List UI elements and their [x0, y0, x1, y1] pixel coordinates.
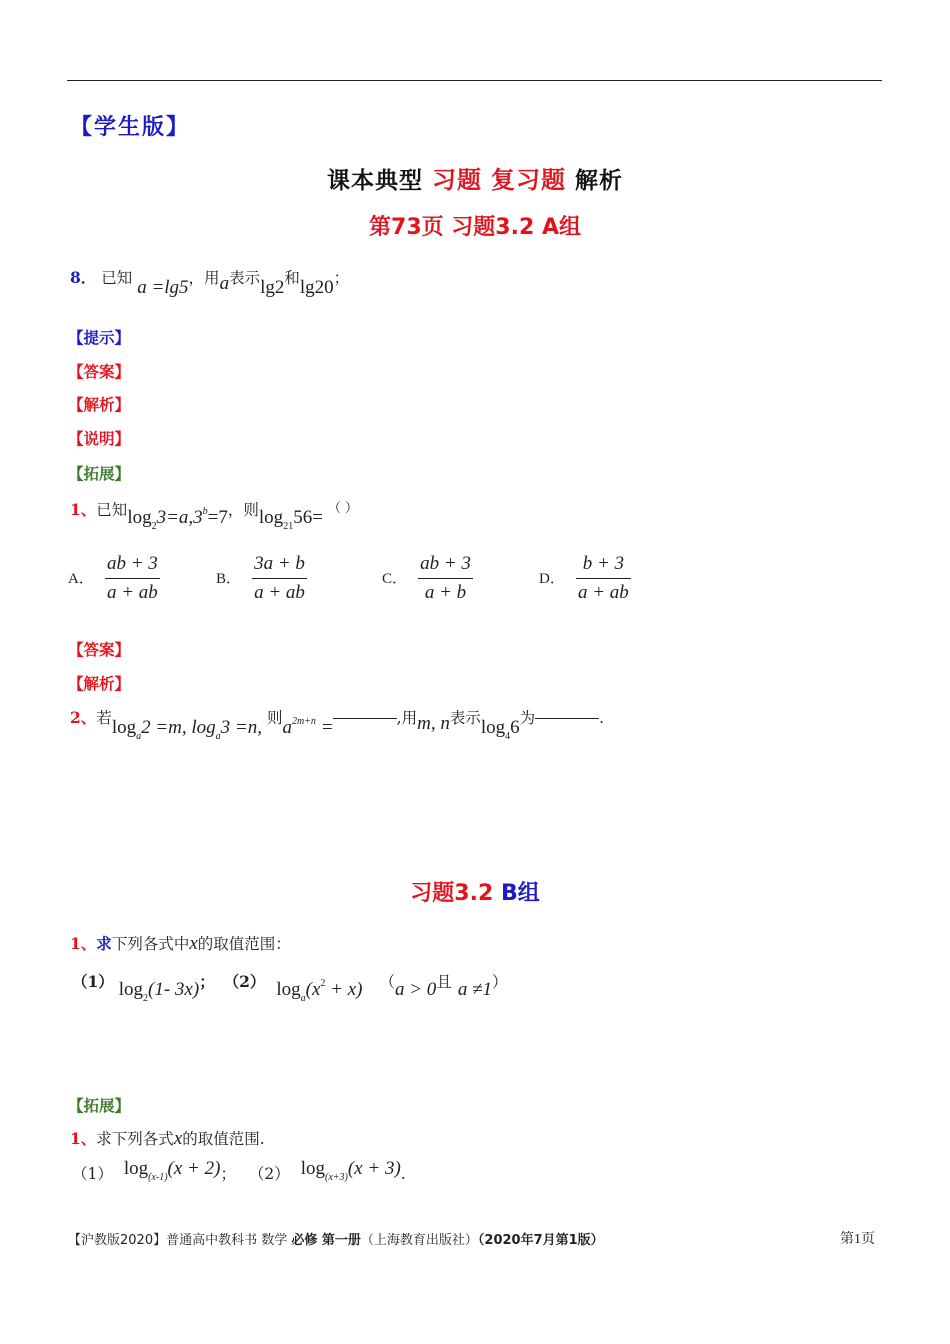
option-b[interactable]	[216, 553, 307, 604]
math-var: x	[189, 933, 198, 954]
question-text: 表示	[449, 709, 481, 727]
section-b-title	[0, 876, 950, 907]
title-part1: 课本典型	[326, 167, 423, 194]
math-cond: a ≠1	[457, 979, 492, 1000]
b-question-1-parts	[72, 970, 508, 1004]
math-expr: 6	[510, 717, 520, 738]
fraction-denominator: a + ab	[577, 582, 629, 603]
question-text: 下列各式中	[111, 935, 190, 953]
tag-analysis: 【解析】	[68, 396, 131, 414]
title-part3: 复习题	[491, 166, 566, 194]
question-text: 已知	[101, 269, 133, 287]
header-rule	[67, 80, 882, 81]
page-number: 第1页	[840, 1232, 875, 1247]
question-number: 2、	[70, 708, 97, 727]
page-subtitle: 第73页 习题3.2 A组	[369, 215, 581, 240]
question-text: .	[400, 1165, 406, 1183]
b-question-1	[70, 932, 291, 955]
paren: （	[379, 973, 395, 991]
separator: ；	[220, 1165, 236, 1183]
answer-blank[interactable]	[333, 717, 397, 719]
fraction-numerator: 3a + b	[252, 553, 307, 579]
question-text: 已知	[96, 501, 128, 519]
part-label: （2）	[223, 972, 266, 991]
answer-blank[interactable]	[535, 717, 599, 719]
math-expr: + x)	[325, 979, 363, 1000]
extend-question-1	[70, 498, 358, 532]
math-sub: a	[300, 993, 306, 1004]
math-log: log	[127, 507, 152, 528]
math-expr: lg20	[299, 277, 334, 298]
answer-paren: （ ）	[327, 501, 358, 516]
option-fraction	[418, 553, 473, 604]
part-label: （1）	[72, 1165, 113, 1183]
tag-extend-b: 【拓展】	[68, 1097, 131, 1115]
footer-bold: 必修 第一册	[291, 1233, 361, 1248]
math-log: log	[276, 979, 301, 1000]
math-sup: 2	[320, 978, 326, 989]
question-text: ；	[333, 269, 350, 287]
option-label: C．	[382, 571, 408, 587]
math-var: x	[173, 1128, 183, 1149]
tag-hint: 【提示】	[68, 329, 131, 347]
extend-question-2	[70, 706, 605, 742]
page-title	[0, 160, 950, 195]
tag-extend: 【拓展】	[68, 465, 131, 483]
math-expr: 3 =n,	[220, 717, 262, 738]
ext-b-question-1	[70, 1127, 265, 1150]
question-text: ，则	[227, 501, 259, 519]
option-label: B．	[216, 571, 242, 587]
tag-note: 【说明】	[68, 430, 131, 448]
option-fraction	[105, 553, 160, 604]
question-text: 求下列各式	[96, 1130, 174, 1148]
math-expr: (x + 3)	[347, 1158, 401, 1179]
math-log: log	[300, 1158, 325, 1179]
question-text: 且	[436, 973, 452, 991]
question-text: 为	[519, 709, 536, 727]
fraction-numerator: b + 3	[576, 553, 631, 579]
question-text: 和	[284, 269, 300, 287]
question-text: 则	[266, 709, 283, 727]
math-cond: a > 0	[394, 979, 437, 1000]
math-expr: =7	[207, 507, 228, 528]
math-log: log	[258, 507, 284, 528]
math-sub: (x+3)	[325, 1172, 348, 1183]
math-var: a	[219, 273, 230, 294]
math-log: log	[111, 717, 137, 738]
title-part4: 解析	[575, 167, 624, 194]
question-number: 1、	[70, 934, 97, 953]
math-expr: 3=a,3	[156, 507, 203, 528]
tag-answer: 【答案】	[68, 363, 131, 381]
question-lead: 求	[96, 934, 112, 953]
option-label: D．	[539, 571, 565, 587]
section-b-red: 习题3.2	[410, 881, 494, 906]
math-eq: =	[321, 717, 333, 738]
math-sub: 21	[283, 521, 294, 532]
tag-analysis-ext1: 【解析】	[68, 675, 131, 693]
question-text: 若	[96, 709, 112, 727]
question-8	[70, 266, 350, 298]
part-label: （2）	[248, 1165, 290, 1183]
option-a[interactable]	[68, 553, 160, 604]
fraction-denominator: a + ab	[106, 582, 158, 603]
math-expr: a	[282, 717, 292, 738]
math-expr: (x + 2)	[167, 1158, 221, 1179]
option-fraction	[576, 553, 631, 604]
footer-text: 【沪教版2020】普通高中教科书 数学	[68, 1233, 292, 1248]
fraction-denominator: a + ab	[254, 582, 305, 603]
footer-book-info	[68, 1229, 604, 1248]
tag-answer-ext1: 【答案】	[68, 641, 131, 659]
math-sub: a	[215, 731, 221, 742]
part-label: （1）	[72, 972, 114, 991]
question-text: 的取值范围：	[197, 935, 291, 953]
math-log: log	[118, 979, 144, 1000]
student-version-label: 【学生版】	[70, 114, 191, 140]
math-vars: m, n	[417, 713, 450, 734]
question-number: 1、	[70, 500, 97, 519]
fraction-denominator: a + b	[424, 582, 467, 603]
question-text: 表示	[229, 269, 261, 287]
question-text: 的取值范围.	[182, 1130, 265, 1148]
math-sub: 2	[151, 521, 157, 532]
fraction-numerator: ab + 3	[418, 553, 473, 579]
math-log: log	[480, 717, 506, 738]
math-expr: 2 =m, log	[141, 717, 216, 738]
math-sub: (x-1)	[148, 1172, 168, 1183]
question-text: .	[599, 709, 605, 727]
math-expr: a =lg5	[137, 277, 189, 298]
footer-text: （上海教育出版社）	[360, 1233, 478, 1248]
paren: ）	[492, 973, 508, 991]
math-expr: (1- 3x)	[148, 979, 200, 1000]
math-log: log	[123, 1158, 149, 1179]
fraction-numerator: ab + 3	[105, 553, 160, 579]
section-b-blue: B组	[500, 881, 540, 906]
footer-bold: （2020年7月第1版）	[477, 1233, 604, 1248]
ext-b-question-1-parts	[72, 1158, 406, 1188]
math-expr: (x	[305, 979, 321, 1000]
separator: ；	[199, 972, 215, 991]
option-d[interactable]	[539, 553, 631, 604]
math-sub: a	[136, 731, 142, 742]
math-expr: lg2	[260, 277, 285, 298]
option-c[interactable]	[382, 553, 473, 604]
question-text: ,用	[396, 709, 418, 727]
option-label: A．	[68, 571, 94, 587]
title-part2: 习题	[431, 166, 482, 194]
math-sub: 4	[505, 731, 511, 742]
math-sub: 2	[143, 993, 149, 1004]
math-expr: 56=	[293, 507, 323, 528]
question-number: 8．	[70, 268, 97, 287]
question-text: ，用	[188, 269, 220, 287]
math-sup: b	[202, 506, 208, 517]
math-sup: 2m+n	[291, 716, 316, 727]
question-number: 1、	[70, 1129, 97, 1148]
option-fraction	[252, 553, 307, 604]
